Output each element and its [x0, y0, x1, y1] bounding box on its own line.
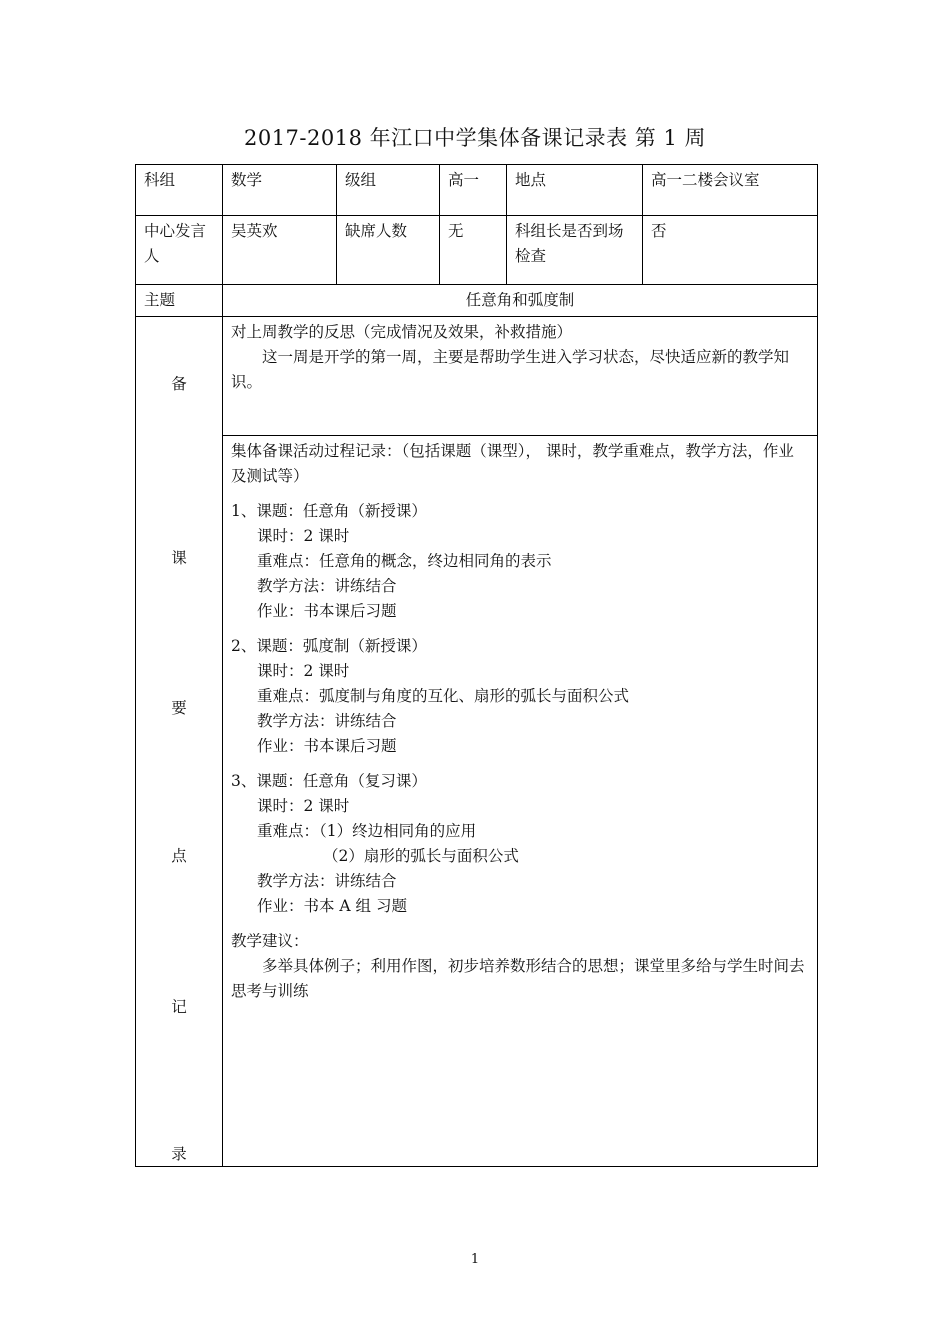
lesson-hours: 课时：2 课时: [257, 661, 350, 680]
lesson-prep-record-table: [135, 164, 818, 1167]
lesson-homework: 作业：书本课后习题: [257, 736, 397, 755]
advice-heading: 教学建议：: [231, 931, 309, 950]
side-label-char: 录: [171, 1145, 187, 1163]
lesson-key-points: 重难点：弧度制与角度的互化、扇形的弧长与面积公式: [257, 686, 630, 705]
subject-label: 科组: [136, 165, 223, 216]
reflection-body: 这一周是开学的第一周，主要是帮助学生进入学习状态，尽快适应新的教学知识。: [231, 348, 790, 391]
speaker-value: 吴英欢: [223, 216, 337, 285]
lesson-item: [231, 499, 809, 624]
lesson-method: 教学方法：讲练结合: [257, 711, 397, 730]
leader-check-label: 科组长是否到场检查: [507, 216, 643, 285]
lesson-title: 3、课题：任意角（复习课）: [231, 771, 427, 790]
lesson-item: [231, 634, 809, 759]
side-label-char: 课: [171, 549, 187, 567]
lesson-title: 1、课题：任意角（新授课）: [231, 501, 427, 520]
subject-value: 数学: [223, 165, 337, 216]
topic-label: 主题: [136, 285, 223, 317]
grade-label: 级组: [337, 165, 440, 216]
process-cell: [223, 435, 818, 1166]
absent-label: 缺席人数: [337, 216, 440, 285]
document-title: 2017-2018 年江口中学集体备课记录表 第 1 周: [243, 126, 707, 150]
side-label-char: 记: [171, 998, 187, 1016]
lesson-homework: 作业：书本 A 组 习题: [257, 896, 407, 915]
lesson-homework: 作业：书本课后习题: [257, 601, 397, 620]
place-label: 地点: [507, 165, 643, 216]
reflection-heading: 对上周教学的反思（完成情况及效果，补救措施）: [231, 323, 573, 341]
topic-row: [136, 285, 818, 317]
side-label-char: 点: [171, 847, 187, 865]
info-row-1: [136, 165, 818, 216]
side-label-char: 备: [171, 375, 187, 393]
lesson-hours: 课时：2 课时: [257, 796, 350, 815]
lesson-key-points-continued: （2）扇形的弧长与面积公式: [323, 846, 519, 865]
reflection-cell: [223, 317, 818, 436]
lesson-method: 教学方法：讲练结合: [257, 871, 397, 890]
lesson-key-points: 重难点：任意角的概念，终边相同角的表示: [257, 551, 552, 570]
place-value: 高一二楼会议室: [643, 165, 818, 216]
side-label-column: [136, 317, 223, 1167]
absent-value: 无: [440, 216, 507, 285]
advice-body: 多举具体例子；利用作图，初步培养数形结合的思想；课堂里多给与学生时间去思考与训练: [231, 956, 805, 1000]
lesson-title: 2、课题：弧度制（新授课）: [231, 636, 427, 655]
process-row: [136, 435, 818, 1166]
lesson-item: [231, 769, 809, 919]
side-label-char: 要: [171, 699, 187, 717]
process-heading: 集体备课活动过程记录：（包括课题（课型）， 课时，教学重难点，教学方法，作业及测试等）: [231, 441, 794, 485]
lesson-method: 教学方法：讲练结合: [257, 576, 397, 595]
info-row-2: [136, 216, 818, 285]
reflection-row: [136, 317, 818, 436]
lesson-key-points: 重难点：（1）终边相同角的应用: [257, 821, 477, 840]
leader-check-value: 否: [643, 216, 818, 285]
topic-value: 任意角和弧度制: [223, 285, 818, 317]
speaker-label: 中心发言人: [136, 216, 223, 285]
page-number: 1: [470, 1252, 480, 1267]
grade-value: 高一: [440, 165, 507, 216]
lesson-hours: 课时：2 课时: [257, 526, 350, 545]
